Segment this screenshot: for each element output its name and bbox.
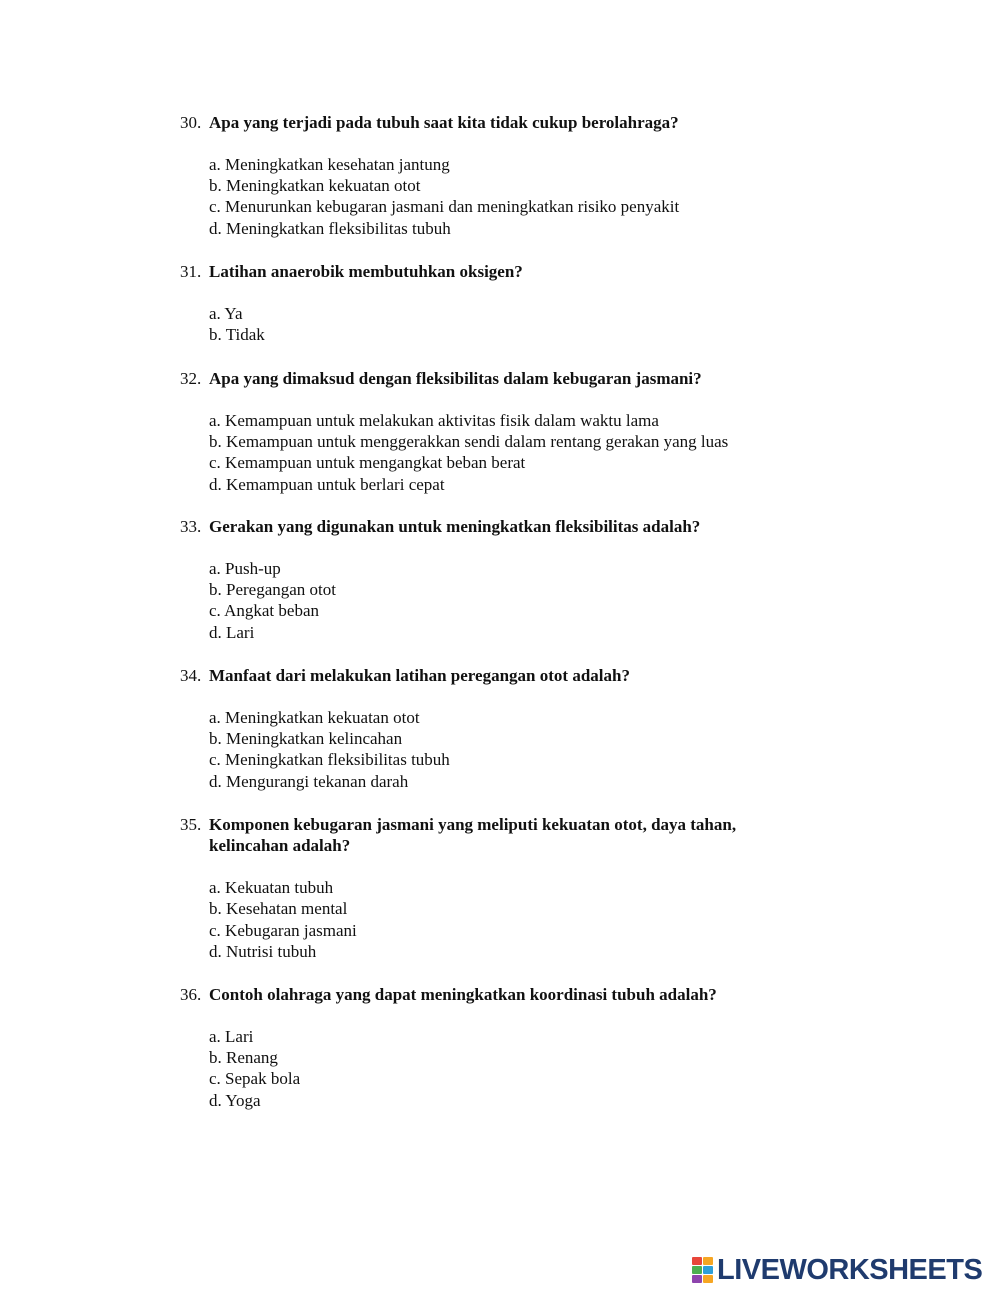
question-32 xyxy=(180,368,820,495)
question-number: 35. xyxy=(180,815,202,834)
answer-options xyxy=(209,410,820,495)
question-34 xyxy=(180,665,820,792)
question-header xyxy=(180,984,820,1005)
question-31 xyxy=(180,261,820,345)
question-number: 32. xyxy=(180,369,202,388)
question-header xyxy=(180,368,820,389)
question-text: Contoh olahraga yang dapat meningkatkan koordinasi tubuh adalah? xyxy=(209,985,717,1004)
question-header xyxy=(180,112,820,133)
question-number: 33. xyxy=(180,517,202,536)
answer-option-c: c. Meningkatkan fleksibilitas tubuh xyxy=(209,750,450,770)
logo-block xyxy=(703,1257,713,1265)
answer-option-b: b. Kesehatan mental xyxy=(209,899,348,919)
logo-block xyxy=(692,1257,702,1265)
answer-option-a: a. Lari xyxy=(209,1026,254,1046)
question-36 xyxy=(180,984,820,1111)
logo-block xyxy=(703,1275,713,1283)
answer-option-b: b. Peregangan otot xyxy=(209,580,336,600)
answer-option-a: a. Ya xyxy=(209,303,243,323)
question-header xyxy=(180,516,820,537)
answer-option-a: a. Meningkatkan kesehatan jantung xyxy=(209,154,450,174)
answer-option-a: a. Meningkatkan kekuatan otot xyxy=(209,707,420,727)
question-header xyxy=(180,665,820,686)
answer-option-d: d. Nutrisi tubuh xyxy=(209,941,317,961)
question-number: 34. xyxy=(180,666,202,685)
answer-options xyxy=(209,558,820,643)
answer-options xyxy=(209,707,820,792)
logo-text: LIVEWORKSHEETS xyxy=(717,1254,983,1286)
question-30 xyxy=(180,112,820,239)
answer-option-b: b. Meningkatkan kekuatan otot xyxy=(209,176,421,196)
answer-option-b: b. Renang xyxy=(209,1048,278,1068)
answer-option-a: a. Push-up xyxy=(209,558,281,578)
answer-option-c: c. Kemampuan untuk mengangkat beban berat xyxy=(209,453,526,473)
question-number: 36. xyxy=(180,985,202,1004)
answer-option-c: c. Menurunkan kebugaran jasmani dan meningkatkan risiko penyakit xyxy=(209,197,680,217)
logo-block xyxy=(703,1266,713,1274)
question-33 xyxy=(180,516,820,643)
question-text: Latihan anaerobik membutuhkan oksigen? xyxy=(209,262,523,281)
question-text: Apa yang dimaksud dengan fleksibilitas dalam kebugaran jasmani? xyxy=(209,369,702,388)
question-text: Manfaat dari melakukan latihan peregangan otot adalah? xyxy=(209,666,630,685)
answer-option-a: a. Kekuatan tubuh xyxy=(209,878,334,898)
answer-options xyxy=(209,303,820,346)
question-number: 30. xyxy=(180,113,202,132)
question-text: Apa yang terjadi pada tubuh saat kita tidak cukup berolahraga? xyxy=(209,113,679,132)
answer-option-b: b. Kemampuan untuk menggerakkan sendi dalam rentang gerakan yang luas xyxy=(209,432,729,452)
answer-options xyxy=(209,154,820,239)
question-header xyxy=(180,814,820,857)
answer-option-d: d. Yoga xyxy=(209,1090,261,1110)
answer-options xyxy=(209,877,820,962)
answer-option-b: b. Tidak xyxy=(209,325,265,345)
logo-block xyxy=(692,1266,702,1274)
answer-option-d: d. Meningkatkan fleksibilitas tubuh xyxy=(209,218,451,238)
answer-option-d: d. Mengurangi tekanan darah xyxy=(209,771,409,791)
question-text: Komponen kebugaran jasmani yang meliputi kekuatan otot, daya tahan, kelincahan adalah? xyxy=(209,815,737,856)
answer-option-c: c. Sepak bola xyxy=(209,1069,301,1089)
question-text: Gerakan yang digunakan untuk meningkatkan fleksibilitas adalah? xyxy=(209,517,701,536)
answer-option-c: c. Kebugaran jasmani xyxy=(209,920,357,940)
logo-block xyxy=(692,1275,702,1283)
answer-option-c: c. Angkat beban xyxy=(209,601,319,621)
question-header xyxy=(180,261,820,282)
logo-blocks-icon xyxy=(692,1257,712,1283)
question-number: 31. xyxy=(180,262,202,281)
question-35 xyxy=(180,814,820,962)
answer-option-b: b. Meningkatkan kelincahan xyxy=(209,729,403,749)
liveworksheets-logo xyxy=(692,1255,982,1285)
answer-option-a: a. Kemampuan untuk melakukan aktivitas fisik dalam waktu lama xyxy=(209,410,659,430)
answer-option-d: d. Kemampuan untuk berlari cepat xyxy=(209,474,445,494)
answer-options xyxy=(209,1026,820,1111)
answer-option-d: d. Lari xyxy=(209,622,255,642)
